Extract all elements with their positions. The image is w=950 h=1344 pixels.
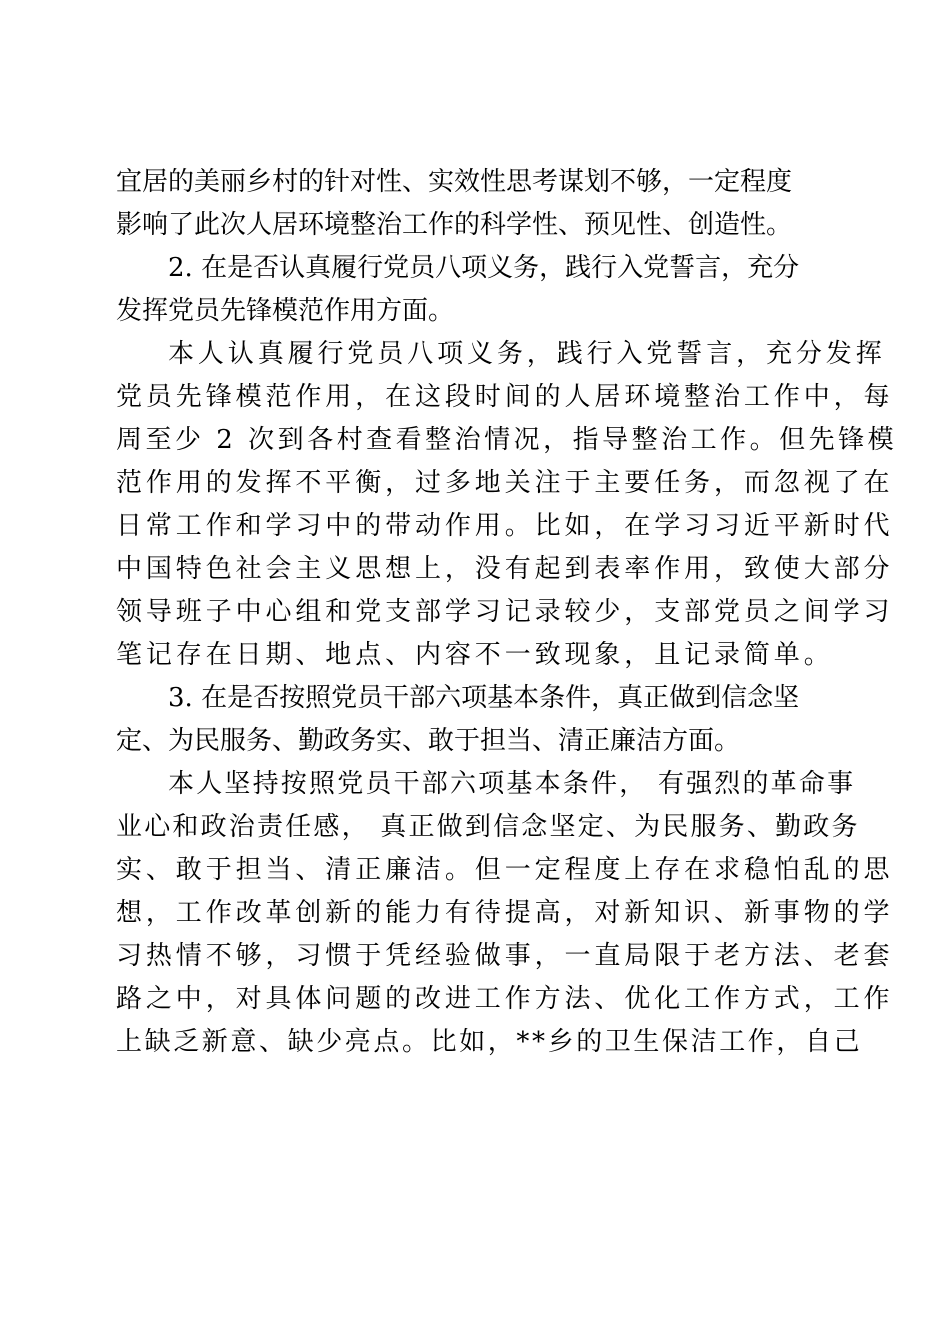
body-text-line: 业心和政治责任感， 真正做到信念坚定、为民服务、勤政务 (116, 812, 860, 842)
body-text-line: 实、敢于担当、清正廉洁。但一定程度上存在求稳怕乱的思 (116, 855, 894, 885)
body-text-line: 本人坚持按照党员干部六项基本条件， 有强烈的革命事 (168, 769, 856, 799)
body-text-line: 想，工作改革创新的能力有待提高，对新知识、新事物的学 (116, 898, 894, 928)
body-text-line: 范作用的发挥不平衡，过多地关注于主要任务，而忽视了在 (116, 468, 894, 498)
body-text-line: 宜居的美丽乡村的针对性、实效性思考谋划不够，一定程度 (116, 167, 793, 197)
body-text-line: 领导班子中心组和党支部学习记录较少，支部党员之间学习 (116, 597, 894, 627)
body-text-line: 日常工作和学习中的带动作用。比如，在学习习近平新时代 (116, 511, 894, 541)
body-text-line: 中国特色社会主义思想上，没有起到表率作用，致使大部分 (116, 554, 894, 584)
body-text-line: 笔记存在日期、地点、内容不一致现象，且记录简单。 (116, 640, 834, 670)
body-text-line: 周至少 2 次到各村查看整治情况，指导整治工作。但先锋模 (116, 425, 898, 455)
section-heading-line: 3. 在是否按照党员干部六项基本条件，真正做到信念坚 (168, 683, 800, 713)
body-text-line: 上缺乏新意、缺少亮点。比如，**乡的卫生保洁工作，自己 (116, 1027, 863, 1057)
body-text-line: 路之中，对具体问题的改进工作方法、优化工作方式，工作 (116, 984, 894, 1014)
body-text-line: 影响了此次人居环境整治工作的科学性、预见性、创造性。 (116, 210, 793, 240)
section-heading-line: 定、为民服务、勤政务实、敢于担当、清正廉洁方面。 (116, 726, 741, 756)
section-heading-line: 发挥党员先锋模范作用方面。 (116, 296, 455, 326)
body-text-line: 本人认真履行党员八项义务，践行入党誓言，充分发挥 (168, 339, 886, 369)
body-text-line: 党员先锋模范作用，在这段时间的人居环境整治工作中，每 (116, 382, 894, 412)
body-text-line: 习热情不够，习惯于凭经验做事，一直局限于老方法、老套 (116, 941, 894, 971)
section-heading-line: 2. 在是否认真履行党员八项义务，践行入党誓言，充分 (168, 253, 800, 283)
